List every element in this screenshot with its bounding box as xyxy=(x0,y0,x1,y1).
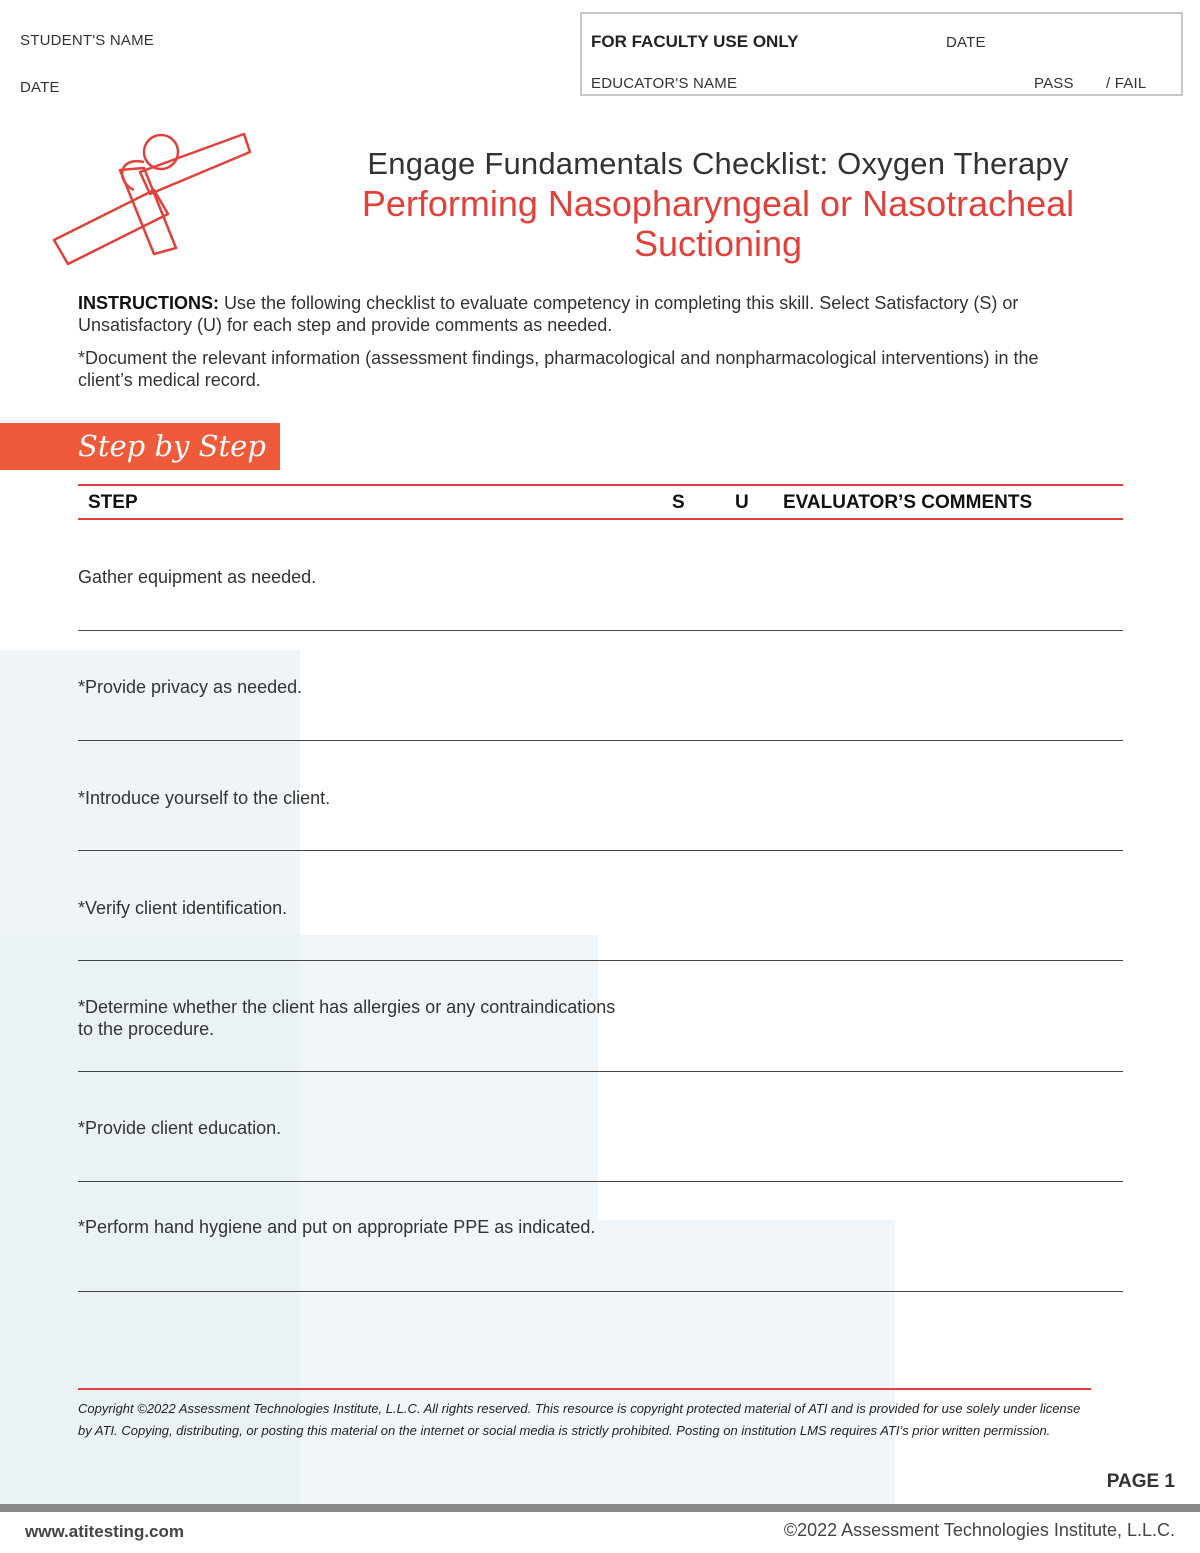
checklist-row xyxy=(78,1182,1123,1292)
checklist-row xyxy=(78,520,1123,631)
footer-divider xyxy=(0,1504,1200,1512)
checklist-row xyxy=(78,851,1123,961)
pass-label: PASS xyxy=(1034,75,1074,92)
checklist-row xyxy=(78,1072,1123,1182)
instructions-text: Use the following checklist to evaluate competency in completing this skill. Select Satisfactory (S) or Unsatisfactory (U) for each step and provide comments as needed. xyxy=(78,293,1019,335)
step-text: Gather equipment as needed. xyxy=(78,567,317,587)
faculty-box xyxy=(580,12,1183,96)
faculty-title: FOR FACULTY USE ONLY xyxy=(591,32,799,51)
page-title: Engage Fundamentals Checklist: Oxygen Therapy xyxy=(367,146,1069,181)
step-text: *Verify client identification. xyxy=(78,898,288,918)
step-text: *Provide privacy as needed. xyxy=(78,677,303,697)
faculty-date-label: DATE xyxy=(946,34,986,51)
educator-name-label: EDUCATOR'S NAME xyxy=(591,75,738,92)
website-link[interactable]: www.atitesting.com xyxy=(25,1522,185,1541)
page-subtitle: Performing Nasopharyngeal or Nasotracheal Suctioning xyxy=(361,183,1075,264)
footer-company: ©2022 Assessment Technologies Institute, L.L.C. xyxy=(783,1520,1175,1540)
checklist-row xyxy=(78,961,1123,1072)
banner-label: Step by Step xyxy=(78,429,266,463)
step-text: *Perform hand hygiene and put on appropriate PPE as indicated. xyxy=(78,1217,596,1237)
step-text: *Determine whether the client has allergies or any contraindications to the procedure. xyxy=(78,997,616,1039)
copyright-notice: Copyright ©2022 Assessment Technologies Institute, L.L.C. All rights reserved. This resource is copyright protected material of ATI and is provided for use solely under license by ATI. Copying, distributing, or posting this material on the internet or social media is strictly prohibited. Posting on institution LMS requires ATI’s prior written permission. xyxy=(78,1388,1091,1442)
page-number: PAGE 1 xyxy=(1106,1471,1175,1492)
step-by-step-banner xyxy=(0,423,280,470)
col-s: S xyxy=(672,492,685,513)
ati-figure-logo xyxy=(48,128,253,268)
checklist-row xyxy=(78,631,1123,741)
student-name-label: STUDENT'S NAME xyxy=(20,32,155,49)
col-u: U xyxy=(735,492,749,513)
date-label: DATE xyxy=(20,79,60,96)
col-step: STEP xyxy=(88,492,138,513)
instructions-lead: INSTRUCTIONS: xyxy=(78,293,219,313)
step-text: *Provide client education. xyxy=(78,1118,282,1138)
instructions xyxy=(78,292,1078,402)
documentation-note: *Document the relevant information (assessment findings, pharmacological and nonpharmacological interventions) in the client’s medical record. xyxy=(78,348,1039,390)
checklist-header xyxy=(78,484,1123,520)
step-text: *Introduce yourself to the client. xyxy=(78,788,331,808)
fail-label: / FAIL xyxy=(1106,75,1147,92)
col-comments: EVALUATOR’S COMMENTS xyxy=(783,492,1033,513)
checklist-row xyxy=(78,741,1123,851)
